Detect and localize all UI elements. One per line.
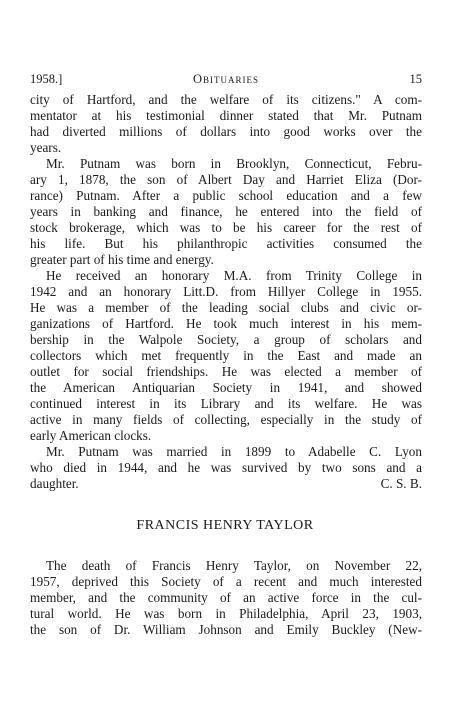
text-line: early American clocks.: [30, 428, 152, 443]
header-year: 1958.]: [30, 72, 63, 86]
obituary-heading: FRANCIS HENRY TAYLOR: [136, 518, 314, 533]
text-line: continued interest in its Library and its welfare. He was: [30, 396, 422, 411]
text-line: The death of Francis Henry Taylor, on November 22,: [46, 558, 422, 573]
text-line: tural world. He was born in Philadelphia, April 23, 1903,: [30, 606, 422, 621]
text-line: 1942 and an honorary Litt.D. from Hillyer College in 1955.: [30, 284, 422, 299]
text-line: daughter.: [30, 476, 79, 491]
text-line: ary 1, 1878, the son of Albert Day and Harriet Eliza (Dor-: [30, 172, 422, 187]
text-line: mentator at his testimonial dinner stated that Mr. Putnam: [30, 108, 422, 123]
header-section-title: Obituaries: [192, 72, 260, 86]
text-line: Mr. Putnam was married in 1899 to Adabelle C. Lyon: [46, 444, 422, 459]
text-line: the son of Dr. William Johnson and Emily Buckley (New-: [30, 622, 422, 637]
text-line: He was a member of the leading social clubs and civic or-: [30, 300, 422, 315]
text-line: city of Hartford, and the welfare of its citizens." A com-: [30, 92, 422, 107]
text-line: member, and the community of an active force in the cul-: [30, 590, 422, 605]
text-line: bership in the Walpole Society, a group of scholars and: [30, 332, 422, 347]
text-line: who died in 1944, and he was survived by two sons and a: [30, 460, 422, 475]
author-initials: C. S. B.: [380, 476, 422, 491]
page-number: 15: [409, 72, 422, 86]
text-line: ganizations of Hartford. He took much interest in his mem-: [30, 316, 422, 331]
text-line: the American Antiquarian Society in 1941, and showed: [30, 380, 422, 395]
text-line: 1957, deprived this Society of a recent and much interested: [30, 574, 422, 589]
text-line: collectors which met frequently in the East and made an: [30, 348, 422, 363]
text-line: active in many fields of collecting, especially in the study of: [30, 412, 422, 427]
text-line: greater part of his time and energy.: [30, 252, 214, 267]
text-line: years in banking and finance, he entered into the field of: [30, 204, 422, 219]
text-line: Mr. Putnam was born in Brooklyn, Connecticut, Febru-: [46, 156, 422, 171]
running-header: [30, 72, 422, 88]
text-line: had diverted millions of dollars into good works over the: [30, 124, 422, 139]
text-line: his life. But his philanthropic activities consumed the: [30, 236, 422, 251]
text-line: stock brokerage, which was to be his career for the rest of: [30, 220, 422, 235]
text-line: years.: [30, 140, 62, 155]
text-line: He received an honorary M.A. from Trinity College in: [46, 268, 422, 283]
text-line: outlet for social friendships. He was elected a member of: [30, 364, 422, 379]
text-line: rance) Putnam. After a public school education and a few: [30, 188, 422, 203]
